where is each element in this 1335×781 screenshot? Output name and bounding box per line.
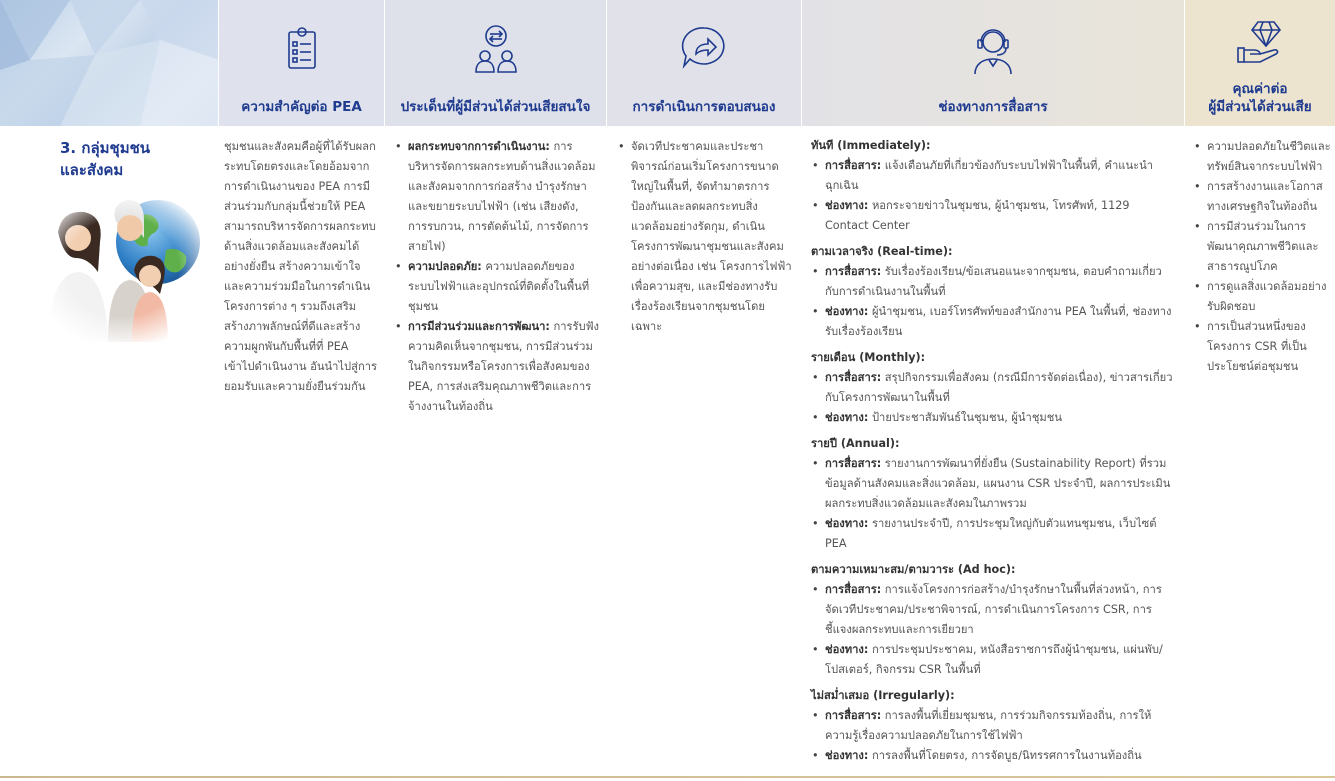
channel-section (811, 560, 1173, 680)
people-exchange-icon (466, 20, 526, 80)
header-title: การดำเนินการตอบสนอง (632, 99, 776, 115)
list-item: • การสื่อสาร: รับเรื่องร้องเรียน/ข้อเสนอแนะจากชุมชน, ตอบคำถามเกี่ยวกับการดำเนินงานในพื้นที่ (811, 262, 1173, 302)
group-label (60, 137, 210, 181)
header-title: ความสำคัญต่อ PEA (241, 99, 362, 115)
header-title: ช่องทางการสื่อสาร (938, 99, 1048, 115)
header-response (607, 0, 802, 126)
list-item: • การเป็นส่วนหนึ่งของโครงการ CSR ที่เป็นประโยชน์ต่อชุมชน (1193, 317, 1331, 377)
issues-cell (394, 137, 599, 417)
list-item: • ช่องทาง: การประชุมประชาคม, หนังสือราชการถึงผู้นำชุมชน, แผ่นพับ/โปสเตอร์, กิจกรรม CSR ในพื้นที่ (811, 640, 1173, 680)
list-item: • การสื่อสาร: การลงพื้นที่เยี่ยมชุมชน, การร่วมกิจกรรมท้องถิ่น, การให้ความรู้เรื่องความปลอดภัยในการใช้ไฟฟ้า (811, 706, 1173, 746)
list-item: • การดูแลสิ่งแวดล้อมอย่างรับผิดชอบ (1193, 277, 1331, 317)
header-banner-image (0, 0, 219, 126)
community-family-photo (38, 192, 208, 342)
channel-section (811, 686, 1173, 766)
list-item: • ช่องทาง: ผู้นำชุมชน, เบอร์โทรศัพท์ของสำนักงาน PEA ในพื้นที่, ช่องทางรับเรื่องร้องเรียน (811, 302, 1173, 342)
list-item: • การมีส่วนร่วมและการพัฒนา: การรับฟังความคิดเห็นจากชุมชน, การมีส่วนร่วมในกิจกรรมหรือโครงการเพื่อสังคมของ PEA, การส่งเสริมคุณภาพชีวิตและการจ้างงานในท้องถิ่น (394, 317, 599, 417)
list-item: • การสร้างงานและโอกาสทางเศรษฐกิจในท้องถิ่น (1193, 177, 1331, 217)
list-item: • การมีส่วนร่วมในการพัฒนาคุณภาพชีวิตและสาธารณูปโภค (1193, 217, 1331, 277)
value-list (1193, 137, 1331, 377)
channel-section (811, 136, 1173, 236)
chat-reply-icon (674, 20, 734, 80)
list-item: • การสื่อสาร: การแจ้งโครงการก่อสร้าง/บำรุงรักษาในพื้นที่ล่วงหน้า, การจัดเวทีประชาคม/ประชาพิจารณ์, การดำเนินการโครงการ CSR, การชี้แจงผลกระทบและการเยียวยา (811, 580, 1173, 640)
value-cell (1193, 137, 1331, 377)
headset-agent-icon (963, 20, 1023, 80)
channel-section (811, 242, 1173, 342)
issues-list (394, 137, 599, 417)
channel-section-title: ตามความเหมาะสม/ตามวาระ (Ad hoc): (811, 563, 1016, 576)
channel-section-title: รายเดือน (Monthly): (811, 351, 926, 364)
list-item: • ช่องทาง: รายงานประจำปี, การประชุมใหญ่กับตัวแทนชุมชน, เว็บไซต์ PEA (811, 514, 1173, 554)
group-title-line2: และสังคม (60, 161, 124, 179)
header-title: คุณค่าต่อ ผู้มีส่วนได้ส่วนเสีย (1208, 81, 1312, 115)
header-issues (385, 0, 607, 126)
list-item: • การสื่อสาร: แจ้งเตือนภัยที่เกี่ยวข้องกับระบบไฟฟ้าในพื้นที่, คำแนะนำฉุกเฉิน (811, 156, 1173, 196)
importance-text: ชุมชนและสังคมคือผู้ที่ได้รับผลกระทบโดยตรงและโดยอ้อมจากการดำเนินงานของ PEA การมีส่วนร่วมกับกลุ่มนี้ช่วยให้ PEA สามารถบริหารจัดการผลกระทบด้านสิ่งแวดล้อมและสังคมได้อย่างยั่งยืน สร้างความเข้าใจและความร่วมมือในการดำเนินโครงการต่าง ๆ รวมถึงเสริมสร้างภาพลักษณ์ที่ดีและสร้างความผูกพันกับพื้นที่ที่ PEA เข้าไปดำเนินงาน อันนำไปสู่การยอมรับและความยั่งยืนร่วมกัน (224, 140, 378, 393)
list-item: • ความปลอดภัยในชีวิตและทรัพย์สินจากระบบไฟฟ้า (1193, 137, 1331, 177)
footer-divider (0, 776, 1335, 778)
crystal-pattern-icon (0, 0, 219, 126)
header-title: ประเด็นที่ผู้มีส่วนได้ส่วนเสียสนใจ (400, 99, 591, 115)
list-item: • การสื่อสาร: รายงานการพัฒนาที่ยั่งยืน (Sustainability Report) ที่รวมข้อมูลด้านสังคมและสิ่งแวดล้อม, แผนงาน CSR ประจำปี, ผลการประเมินผลกระทบสิ่งแวดล้อมและสังคมในภาพรวม (811, 454, 1173, 514)
list-item: • ความปลอดภัย: ความปลอดภัยของระบบไฟฟ้าและอุปกรณ์ที่ติดตั้งในพื้นที่ชุมชน (394, 257, 599, 317)
diamond-hand-icon (1230, 14, 1290, 74)
channel-section-title: ไม่สม่ำเสมอ (Irregularly): (811, 689, 955, 702)
list-item: • ช่องทาง: หอกระจายข่าวในชุมชน, ผู้นำชุมชน, โทรศัพท์, 1129 Contact Center (811, 196, 1173, 236)
header-value (1185, 0, 1335, 126)
channel-section-title: รายปี (Annual): (811, 437, 900, 450)
list-item: • การสื่อสาร: สรุปกิจกรรมเพื่อสังคม (กรณีมีการจัดต่อเนื่อง), ข่าวสารเกี่ยวกับโครงการพัฒนาในพื้นที่ (811, 368, 1173, 408)
group-title-line1: 3. กลุ่มชุมชน (60, 139, 151, 157)
list-item: • จัดเวทีประชาคมและประชาพิจารณ์ก่อนเริ่มโครงการขนาดใหญ่ในพื้นที่, จัดทำมาตรการป้องกันและลดผลกระทบสิ่งแวดล้อมอย่างรัดกุม, ดำเนินโครงการพัฒนาชุมชนและสังคมอย่างต่อเนื่อง เช่น โครงการไฟฟ้าเพื่อความสุข, และมีช่องทางรับเรื่องร้องเรียนจากชุมชนโดยเฉพาะ (617, 137, 795, 337)
list-item: • ผลกระทบจากการดำเนินงาน: การบริหารจัดการผลกระทบด้านสิ่งแวดล้อมและสังคมจากการก่อสร้าง บำรุงรักษา และขยายระบบไฟฟ้า (เช่น เสียงดัง, การรบกวน, การตัดต้นไม้, การจัดการสายไฟ) (394, 137, 599, 257)
header-channels (802, 0, 1185, 126)
clipboard-icon (272, 20, 332, 80)
channel-section (811, 348, 1173, 428)
channel-section-title: ทันที (Immediately): (811, 139, 931, 152)
header-importance (219, 0, 385, 126)
response-cell (617, 137, 795, 337)
list-item: • ช่องทาง: ป้ายประชาสัมพันธ์ในชุมชน, ผู้นำชุมชน (811, 408, 1173, 428)
table-header (0, 0, 1335, 126)
importance-cell (224, 137, 380, 397)
channel-section-title: ตามเวลาจริง (Real-time): (811, 245, 953, 258)
list-item: • ช่องทาง: การลงพื้นที่โดยตรง, การจัดบูธ/นิทรรศการในงานท้องถิ่น (811, 746, 1173, 766)
response-list (617, 137, 795, 337)
channel-section (811, 434, 1173, 554)
channels-cell (811, 136, 1173, 772)
